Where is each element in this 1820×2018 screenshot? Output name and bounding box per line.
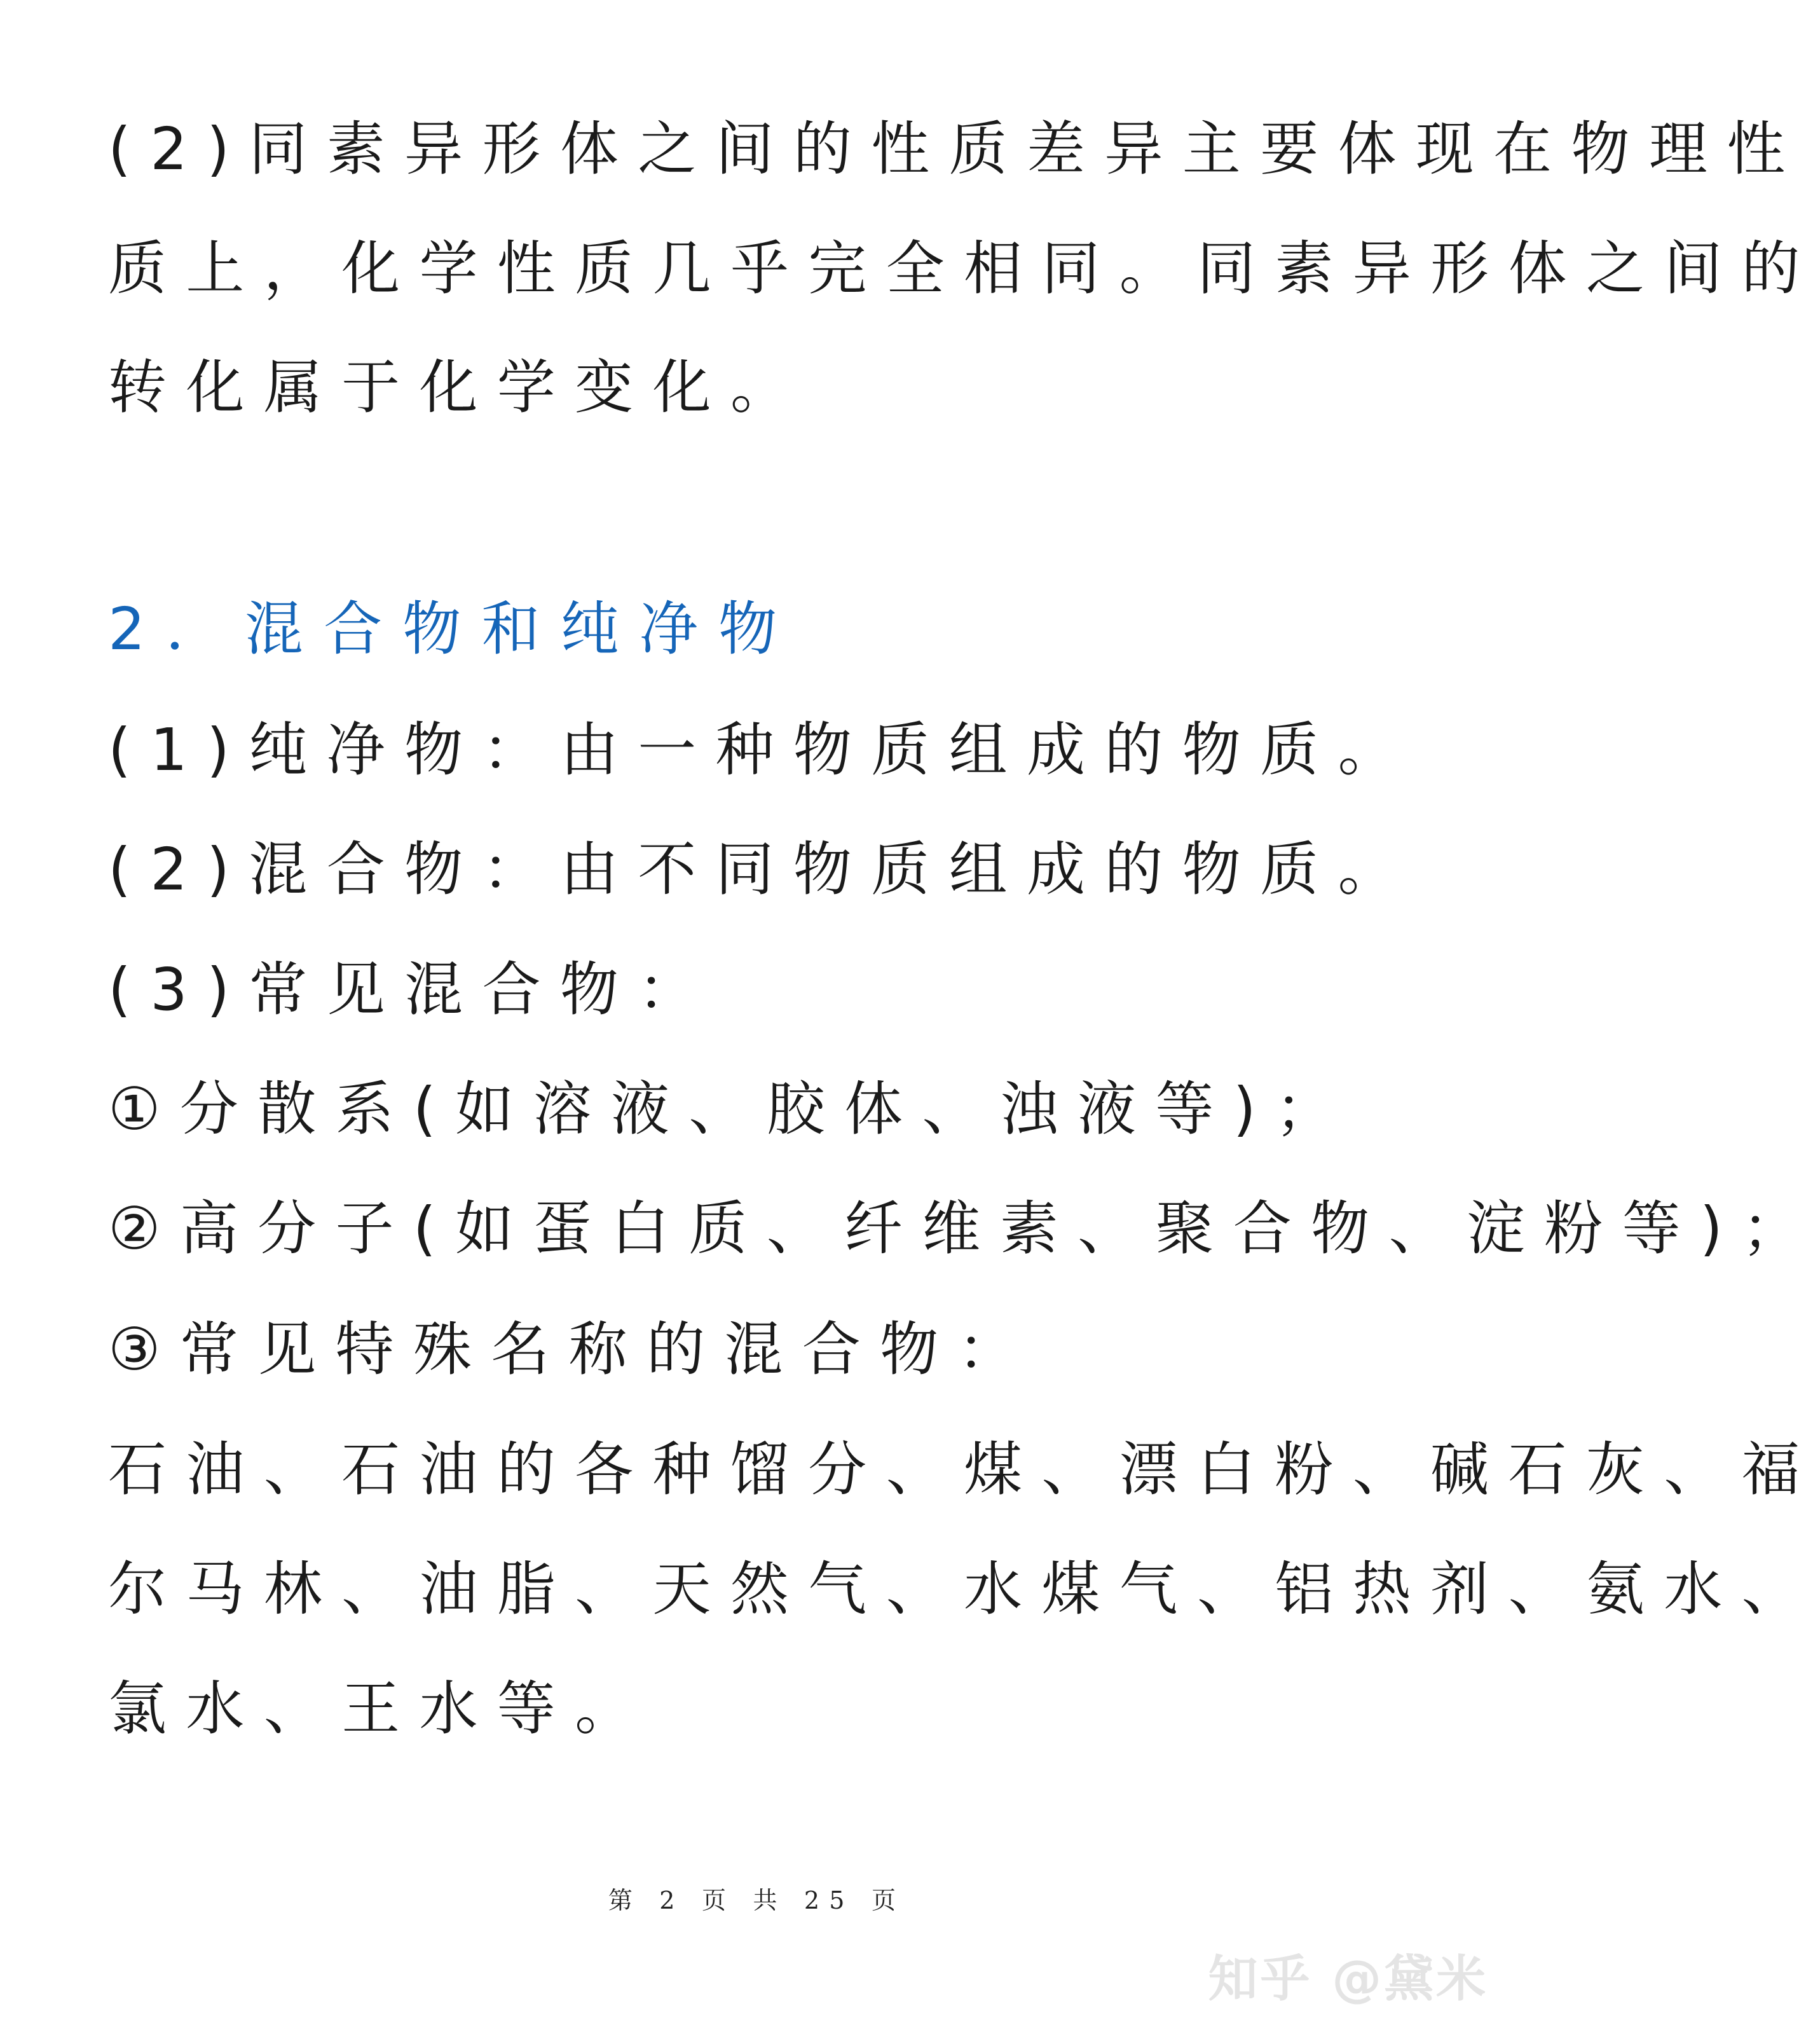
list-text-line-3: 氯水、王水等。 [108,1675,653,1743]
paragraph-line-2: 质上，化学性质几乎完全相同。同素异形体之间的 [108,235,1819,303]
item-mixture: (2)混合物：由不同物质组成的物质。 [108,835,1416,903]
zhihu-watermark: 知乎 @黛米 [1208,1951,1488,2008]
list-text-line-1: 石油、石油的各种馏分、煤、漂白粉、碱石灰、福 [108,1436,1819,1504]
item-special-names: ③常见特殊名称的混合物： [108,1315,1036,1383]
item-polymers: ②高分子(如蛋白质、纤维素、聚合物、淀粉等)； [108,1195,1820,1263]
item-dispersion-systems: ①分散系(如溶液、胶体、浊液等)； [108,1075,1353,1143]
section-heading: 2．混合物和纯净物 [108,595,798,663]
page-number-footer: 第 2 页 共 25 页 [608,1886,906,1914]
item-pure-substance: (1)纯净物：由一种物质组成的物质。 [108,716,1416,784]
paragraph-line-3: 转化属于化学变化。 [108,353,809,422]
list-text-line-2: 尔马林、油脂、天然气、水煤气、铝热剂、氨水、 [108,1555,1819,1623]
item-common-mixtures: (3)常见混合物： [108,956,716,1024]
paragraph-line-1: (2)同素异形体之间的性质差异主要体现在物理性 [108,115,1805,183]
